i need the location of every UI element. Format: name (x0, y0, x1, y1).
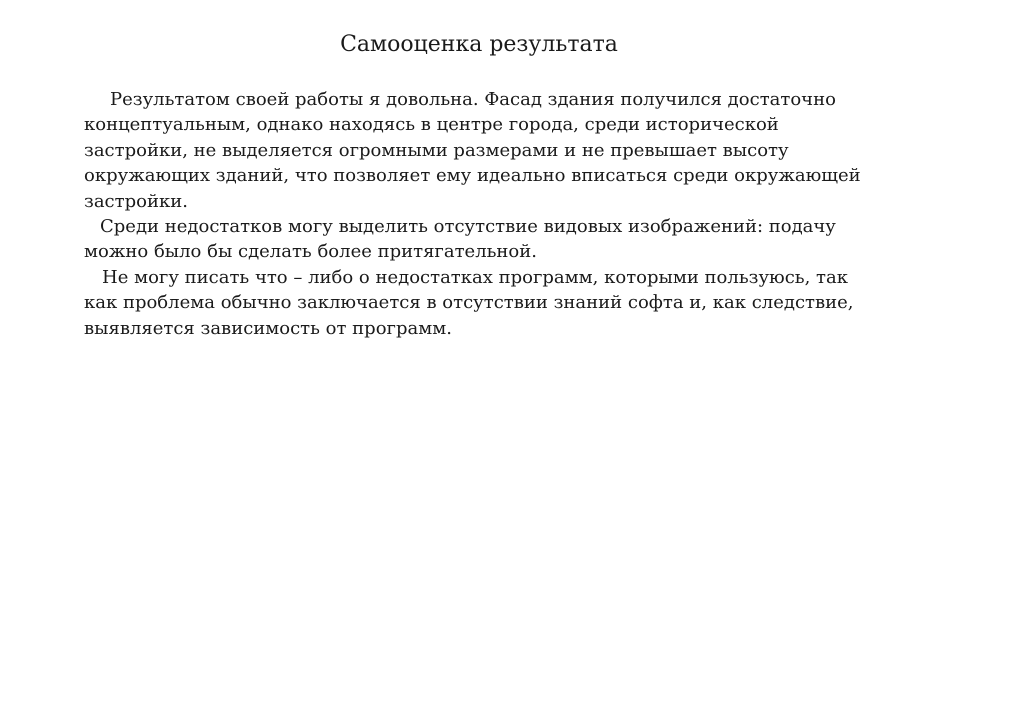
slide-body (84, 87, 874, 341)
text-line: застройки. (84, 190, 188, 212)
slide-title: Самооценка результата (340, 32, 618, 57)
text-line: окружающих зданий, что позволяет ему идеально вписаться среди окружающей (84, 165, 861, 187)
text-line: концептуальным, однако находясь в центре города, среди исторической (84, 114, 779, 136)
text-line: застройки, не выделяется огромными размерами и не превышает высоту (84, 139, 789, 161)
text-line: как проблема обычно заключается в отсутствии знаний софта и, как следствие, (84, 292, 854, 314)
paragraph-software (84, 265, 874, 341)
text-line: Не могу писать что – либо о недостатках программ, которыми пользуюсь, так (102, 266, 848, 288)
text-line: можно было бы сделать более притягательной. (84, 241, 537, 263)
paragraph-shortcomings (84, 214, 874, 265)
text-line: выявляется зависимость от программ. (84, 317, 452, 339)
text-line: Результатом своей работы я довольна. Фасад здания получился достаточно (110, 89, 836, 110)
text-line: Среди недостатков могу выделить отсутствие видовых изображений: подачу (100, 216, 836, 238)
paragraph-self-assessment (84, 87, 874, 214)
